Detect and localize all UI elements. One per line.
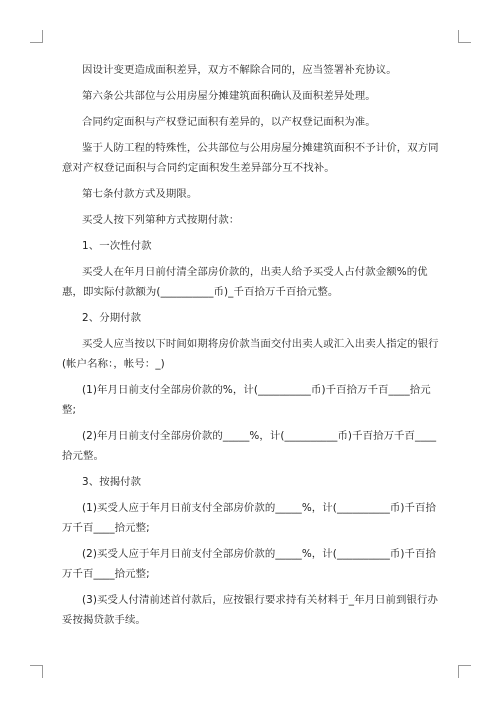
paragraph-area-difference: 合同约定面积与产权登记面积有差异的，以产权登记面积为准。 (82, 116, 376, 128)
mortgage-item-3: (3)买受人付清前述首付款后，应按银行要求持有关材料于_年月日前到银行办妥按揭贷款手续。 (62, 594, 439, 626)
paragraph-design-change: 因设计变更造成面积差异，双方不解除合同的，应当签署补充协议。 (82, 64, 397, 76)
installment-item-1: (1)年月日前支付全部房价款的%，计(__________币)千百拾万千百____拾元整; (62, 384, 431, 416)
paragraph-civil-defense: 鉴于人防工程的特殊性，公共部位与公用房屋分摊建筑面积不予计价，双方同意对产权登记面积与合同约定面积发生差异部分互不找补。 (62, 142, 439, 174)
crop-mark-top-left (30, 30, 43, 43)
article-six-heading: 第六条公共部位与公用房屋分摊建筑面积确认及面积差异处理。 (82, 90, 376, 102)
crop-mark-bottom-right (458, 665, 471, 678)
crop-mark-bottom-left (30, 665, 43, 678)
mortgage-item-2: (2)买受人应于年月日前支付全部房价款的_____%，计(__________币)千百拾万千百____拾元整; (62, 548, 437, 580)
document-body (62, 60, 442, 636)
crop-mark-top-right (458, 30, 471, 43)
mortgage-item-1: (1)买受人应于年月日前支付全部房价款的_____%，计(__________币)千百拾万千百____拾元整; (62, 502, 437, 534)
section-lump-sum-heading: 1、一次性付款 (82, 240, 152, 252)
section-installment-heading: 2、分期付款 (82, 312, 142, 324)
article-seven-heading: 第七条付款方式及期限。 (82, 188, 198, 200)
installment-item-2: (2)年月日前支付全部房价款的_____%，计(__________币)千百拾万千百____拾元整。 (62, 430, 437, 462)
paragraph-installment-intro: 买受人应当按以下时间如期将房价款当面交付出卖人或汇入出卖人指定的银行(帐户名称：，帐号：_) (62, 338, 439, 370)
section-mortgage-heading: 3、按揭付款 (82, 476, 142, 488)
payment-method-intro: 买受人按下列第种方式按期付款： (82, 214, 240, 226)
paragraph-lump-sum: 买受人在年月日前付清全部房价款的，出卖人给予买受人占付款金额%的优惠，即实际付款额为(__________币)_千百拾万千百拾元整。 (62, 266, 428, 298)
